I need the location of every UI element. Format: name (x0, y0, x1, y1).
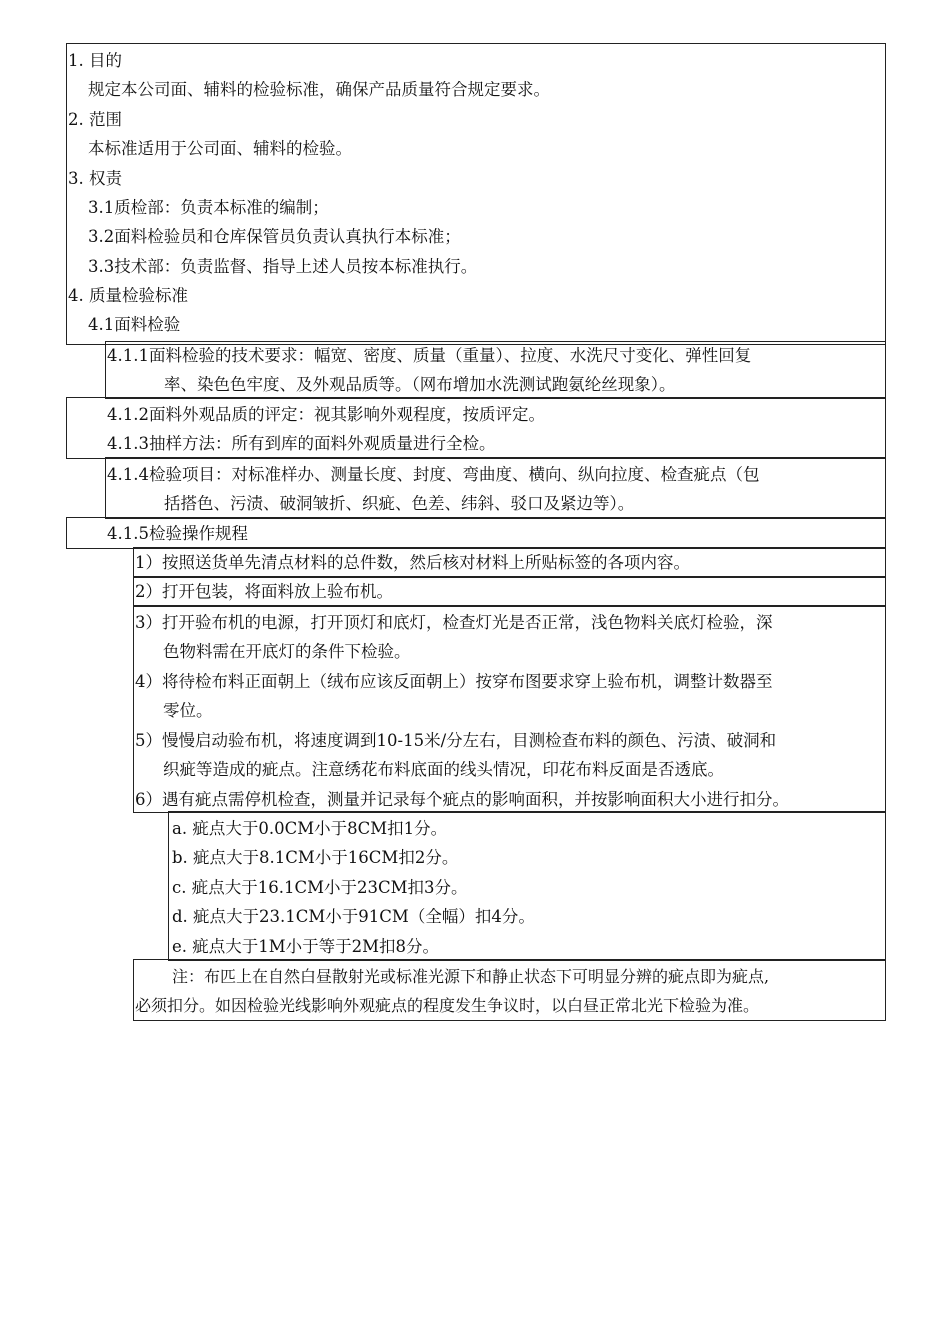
deduction-item: a. 疵点大于0.0CM小于8CM扣1分。 (172, 819, 448, 838)
deduction-item: d. 疵点大于23.1CM小于91CM（全幅）扣4分。 (172, 907, 535, 926)
step-line: 4）将待检布料正面朝上（绒布应该反面朝上）按穿布图要求穿上验布机，调整计数器至 (135, 672, 773, 691)
section-4-1-heading: 4.1面料检验 (88, 315, 181, 334)
paragraph-4-1-5-heading: 4.1.5检验操作规程 (107, 524, 248, 543)
section-1-heading: 1. 目的 (68, 51, 122, 70)
box-steps-3-6 (133, 605, 886, 813)
step-line: 1）按照送货单先清点材料的总件数，然后核对材料上所贴标签的各项内容。 (135, 553, 690, 572)
step-line: 织疵等造成的疵点。注意绣花布料底面的线头情况，印花布料反面是否透底。 (163, 760, 724, 779)
section-3-item: 3.3技术部：负责监督、指导上述人员按本标准执行。 (88, 257, 478, 276)
paragraph-4-1-4-line: 括搭色、污渍、破洞皱折、织疵、色差、纬斜、驳口及紧边等）。 (164, 494, 635, 513)
section-2-heading: 2. 范围 (68, 110, 122, 129)
deduction-item: b. 疵点大于8.1CM小于16CM扣2分。 (172, 848, 459, 867)
paragraph-4-1-4-line: 4.1.4检验项目：对标准样办、测量长度、封度、弯曲度、横向、纵向拉度、检查疵点（包 (107, 465, 760, 484)
section-2-body: 本标准适用于公司面、辅料的检验。 (88, 139, 352, 158)
step-line: 零位。 (163, 701, 213, 720)
note-line: 注：布匹上在自然白昼散射光或标准光源下和静止状态下可明显分辨的疵点即为疵点, (172, 967, 770, 986)
paragraph-4-1-1-line: 率、染色色牢度、及外观品质等。（网布增加水洗测试跑氨纶丝现象）。 (164, 375, 676, 394)
section-3-item: 3.2面料检验员和仓库保管员负责认真执行本标准； (88, 227, 461, 246)
paragraph-4-1-3: 4.1.3抽样方法：所有到库的面料外观质量进行全检。 (107, 434, 496, 453)
section-1-body: 规定本公司面、辅料的检验标准，确保产品质量符合规定要求。 (88, 80, 550, 99)
section-3-item: 3.1质检部：负责本标准的编制； (88, 198, 329, 217)
section-4-heading: 4. 质量检验标准 (68, 286, 188, 305)
deduction-item: c. 疵点大于16.1CM小于23CM扣3分。 (172, 878, 468, 897)
note-line: 必须扣分。如因检验光线影响外观疵点的程度发生争议时，以白昼正常北光下检验为准。 (135, 996, 760, 1015)
step-line: 色物料需在开底灯的条件下检验。 (163, 642, 411, 661)
section-3-heading: 3. 权责 (68, 169, 122, 188)
paragraph-4-1-2: 4.1.2面料外观品质的评定：视其影响外观程度，按质评定。 (107, 405, 545, 424)
step-line: 6）遇有疵点需停机检查，测量并记录每个疵点的影响面积，并按影响面积大小进行扣分。 (135, 790, 789, 809)
step-line: 3）打开验布机的电源，打开顶灯和底灯，检查灯光是否正常，浅色物料关底灯检验，深 (135, 613, 773, 632)
step-line: 2）打开包装，将面料放上验布机。 (135, 582, 393, 601)
deduction-item: e. 疵点大于1M小于等于2M扣8分。 (172, 937, 440, 956)
paragraph-4-1-1-line: 4.1.1面料检验的技术要求：幅宽、密度、质量（重量）、拉度、水洗尺寸变化、弹性回复 (107, 346, 752, 365)
step-line: 5）慢慢启动验布机，将速度调到10-15米/分左右，目测检查布料的颜色、污渍、破洞和 (135, 731, 777, 750)
